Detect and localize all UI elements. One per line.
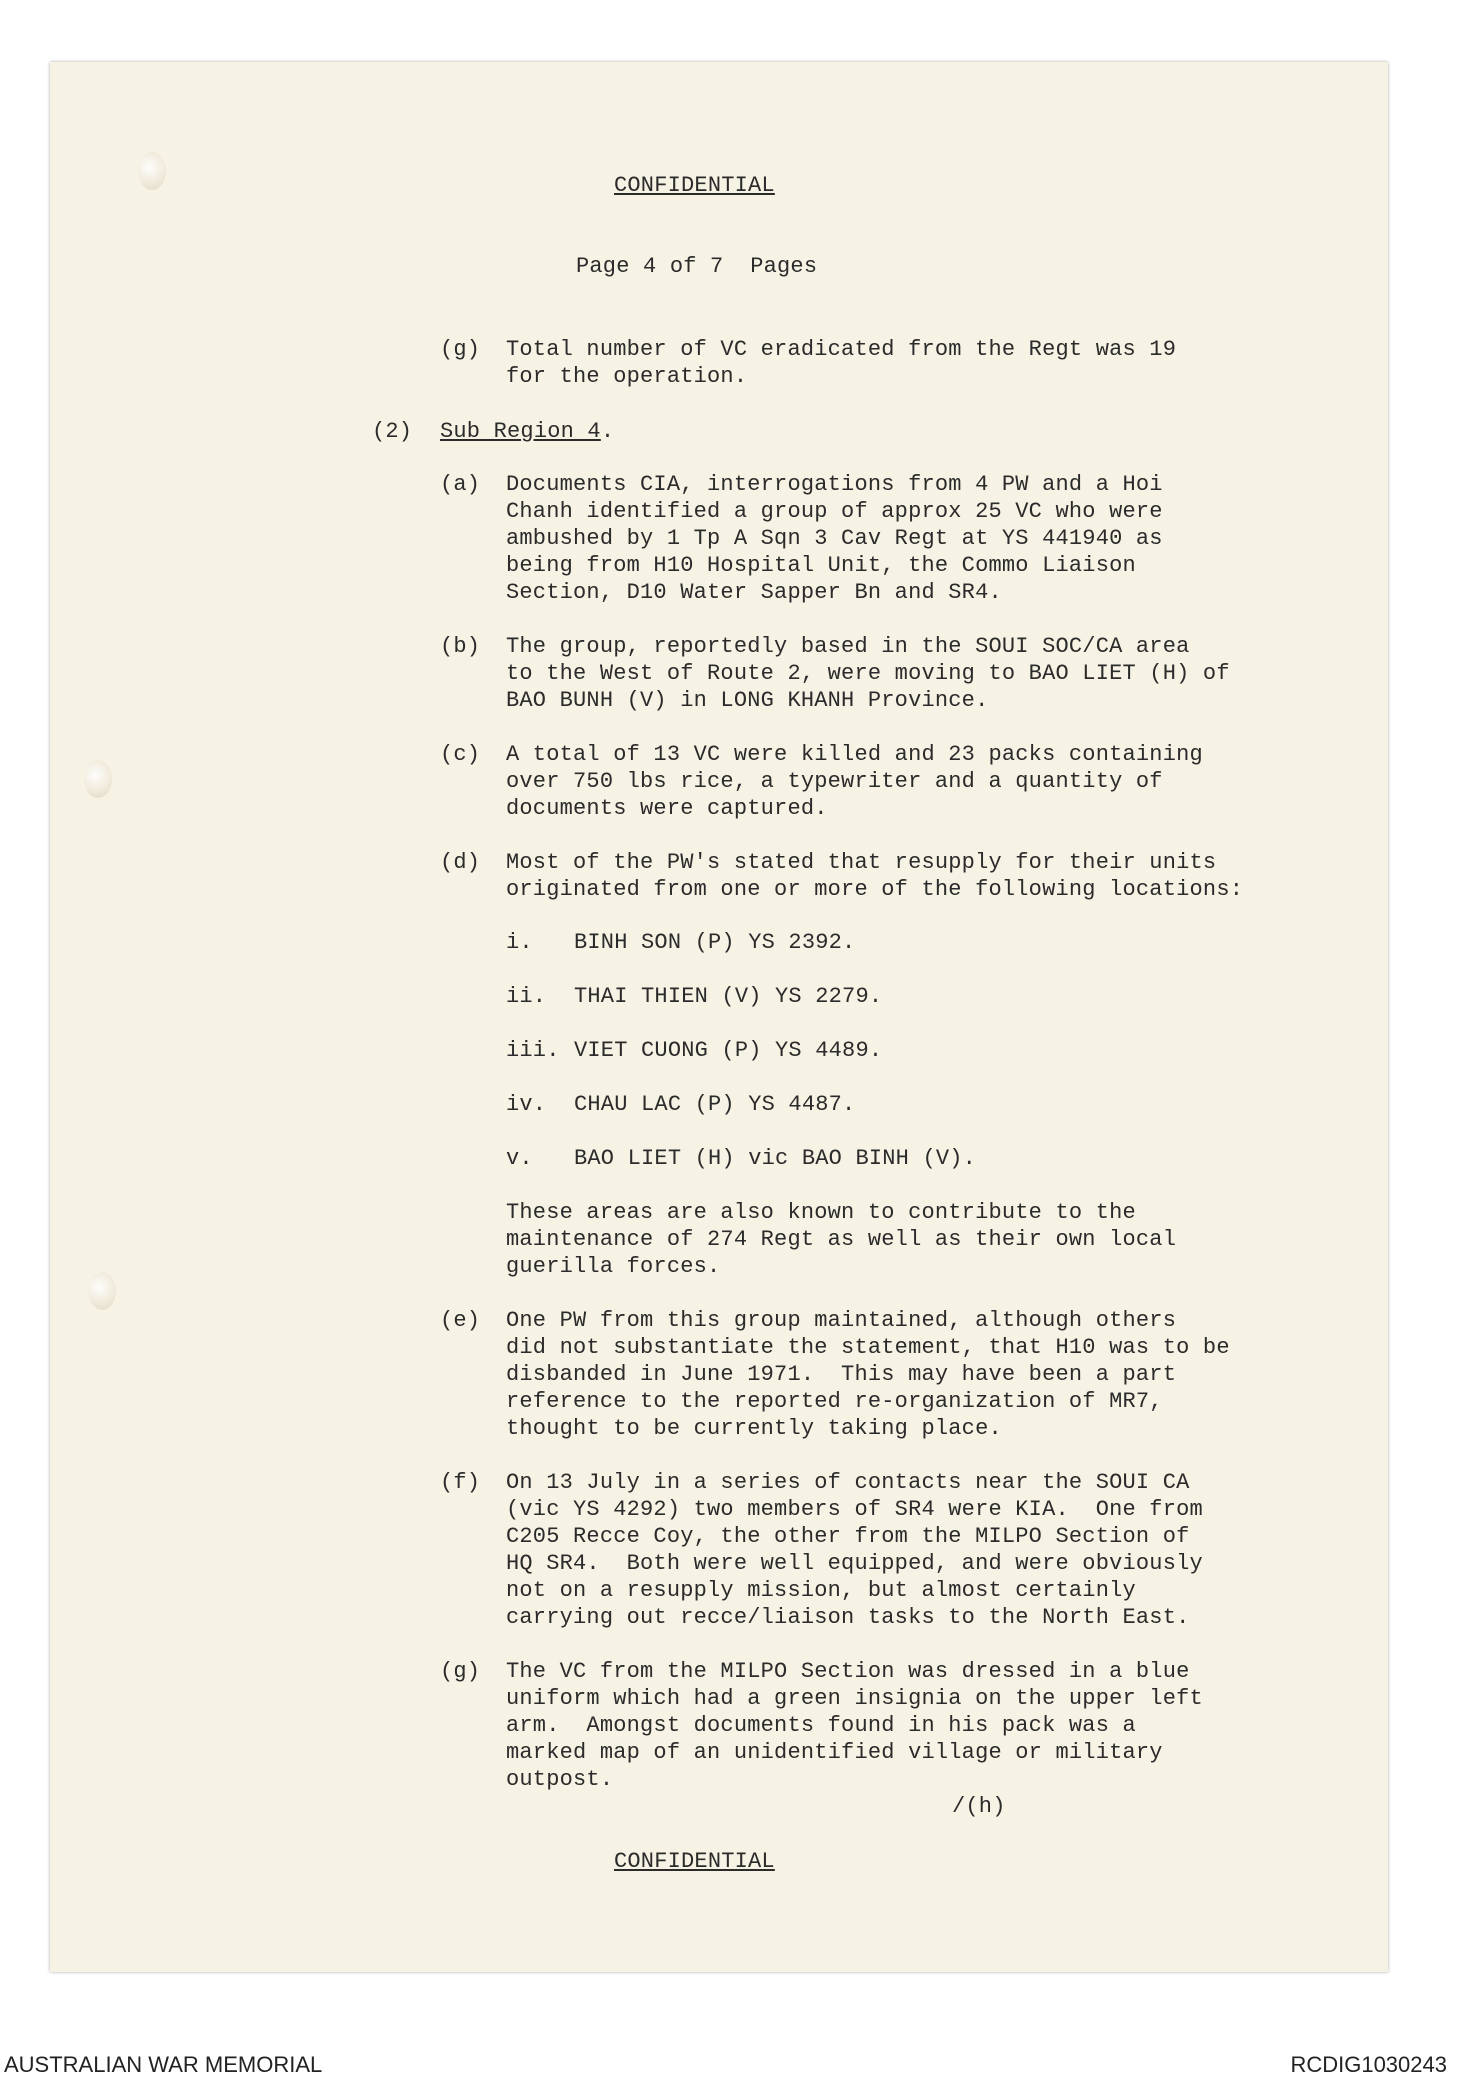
item-label: (e) (440, 1308, 481, 1333)
item-line: C205 Recce Coy, the other from the MILPO Section of (506, 1524, 1190, 1549)
item-line: did not substantiate the statement, that H10 was to be (506, 1335, 1230, 1360)
item-line: being from H10 Hospital Unit, the Commo Liaison (506, 553, 1136, 578)
location-number: iii. (506, 1038, 560, 1063)
item-line: documents were captured. (506, 796, 828, 821)
item-line: for the operation. (506, 364, 748, 389)
item-line: ambushed by 1 Tp A Sqn 3 Cav Regt at YS 441940 as (506, 526, 1163, 551)
section-title: Sub Region 4 (440, 419, 601, 444)
item-label: (b) (440, 634, 481, 659)
item-label: (g) (440, 337, 481, 362)
section-number: (2) (372, 419, 413, 444)
item-line: arm. Amongst documents found in his pack was a (506, 1713, 1136, 1738)
page-indicator: Page 4 of 7 Pages (576, 254, 818, 279)
item-line: guerilla forces. (506, 1254, 721, 1279)
classification-footer: CONFIDENTIAL (614, 1849, 775, 1874)
section-title-period: . (600, 419, 615, 444)
item-label: (f) (440, 1470, 481, 1495)
item-line: originated from one or more of the following locations: (506, 877, 1244, 902)
item-line: to the West of Route 2, were moving to BAO LIET (H) of (506, 661, 1230, 686)
location-text: VIET CUONG (P) YS 4489. (574, 1038, 883, 1063)
item-label: (d) (440, 850, 481, 875)
item-line: reference to the reported re-organization of MR7, (506, 1389, 1163, 1414)
item-line: not on a resupply mission, but almost certainly (506, 1578, 1136, 1603)
item-line: over 750 lbs rice, a typewriter and a quantity of (506, 769, 1163, 794)
item-line: disbanded in June 1971. This may have been a part (506, 1362, 1177, 1387)
item-line: Total number of VC eradicated from the Regt was 19 (506, 337, 1177, 362)
item-line: thought to be currently taking place. (506, 1416, 1002, 1441)
location-text: THAI THIEN (V) YS 2279. (574, 984, 883, 1009)
item-line: outpost. (506, 1767, 614, 1792)
item-label: (c) (440, 742, 481, 767)
location-text: CHAU LAC (P) YS 4487. (574, 1092, 856, 1117)
location-text: BAO LIET (H) vic BAO BINH (V). (574, 1146, 977, 1171)
item-line: On 13 July in a series of contacts near the SOUI CA (506, 1470, 1190, 1495)
item-line: Documents CIA, interrogations from 4 PW and a Hoi (506, 472, 1163, 497)
location-number: i. (506, 930, 533, 955)
item-label: (a) (440, 472, 481, 497)
item-label: (g) (440, 1659, 481, 1684)
item-line: Section, D10 Water Sapper Bn and SR4. (506, 580, 1002, 605)
classification-header: CONFIDENTIAL (614, 173, 775, 198)
item-line: marked map of an unidentified village or military (506, 1740, 1163, 1765)
punch-hole-mark (138, 152, 166, 190)
item-line: (vic YS 4292) two members of SR4 were KIA. One from (506, 1497, 1203, 1522)
archive-reference: RCDIG1030243 (1290, 2052, 1447, 2077)
item-line: One PW from this group maintained, although others (506, 1308, 1177, 1333)
item-line: BAO BUNH (V) in LONG KHANH Province. (506, 688, 989, 713)
item-line: The VC from the MILPO Section was dressed in a blue (506, 1659, 1190, 1684)
punch-hole-mark (88, 1272, 116, 1310)
item-line: Most of the PW's stated that resupply for their units (506, 850, 1217, 875)
location-text: BINH SON (P) YS 2392. (574, 930, 856, 955)
item-line: The group, reportedly based in the SOUI SOC/CA area (506, 634, 1190, 659)
location-number: ii. (506, 984, 547, 1009)
continuation-marker: /(h) (952, 1794, 1006, 1819)
item-line: maintenance of 274 Regt as well as their own local (506, 1227, 1177, 1252)
archive-credit: AUSTRALIAN WAR MEMORIAL (4, 2052, 323, 2077)
item-line: These areas are also known to contribute to the (506, 1200, 1136, 1225)
location-number: v. (506, 1146, 533, 1171)
location-number: iv. (506, 1092, 547, 1117)
item-line: carrying out recce/liaison tasks to the North East. (506, 1605, 1190, 1630)
item-line: A total of 13 VC were killed and 23 packs containing (506, 742, 1203, 767)
item-line: HQ SR4. Both were well equipped, and were obviously (506, 1551, 1203, 1576)
item-line: Chanh identified a group of approx 25 VC who were (506, 499, 1163, 524)
punch-hole-mark (84, 760, 112, 798)
item-line: uniform which had a green insignia on the upper left (506, 1686, 1203, 1711)
